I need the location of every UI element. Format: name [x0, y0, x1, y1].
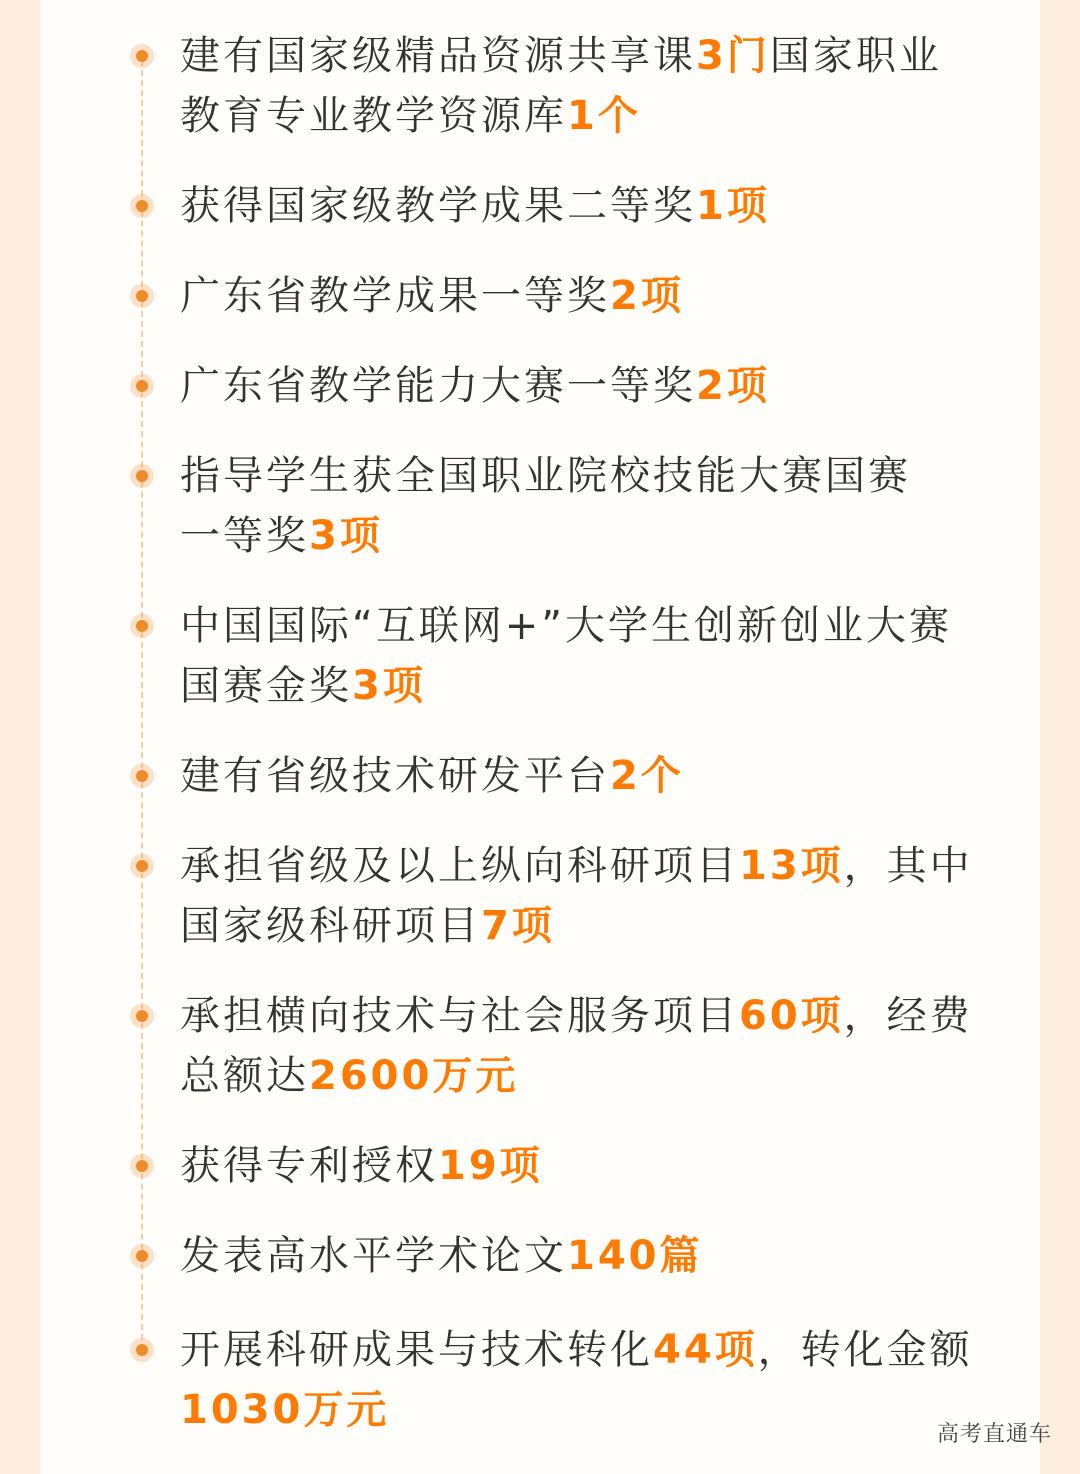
achievement-line: [180, 1136, 980, 1196]
achievement-text: 国赛金奖: [180, 663, 352, 709]
highlight-figure: 60项: [739, 993, 844, 1039]
achievement-text: 获得国家级教学成果二等奖: [180, 183, 696, 229]
achievement-line: [180, 86, 980, 146]
highlight-figure: 1项: [696, 183, 770, 229]
achievement-item: [180, 176, 980, 236]
highlight-figure: 2项: [610, 273, 684, 319]
highlight-figure: 3项: [352, 663, 426, 709]
achievement-text: 广东省教学能力大赛一等奖: [180, 363, 696, 409]
highlight-figure: 13项: [739, 843, 844, 889]
highlight-figure: 44项: [653, 1327, 758, 1373]
timeline-dot-icon: [130, 1338, 154, 1362]
timeline-dot-icon: [130, 764, 154, 788]
achievement-text: 承担横向技术与社会服务项目: [180, 993, 739, 1039]
achievement-line: [180, 1380, 980, 1440]
highlight-figure: 2600万元: [309, 1053, 519, 1099]
timeline-dot-icon: [130, 614, 154, 638]
achievement-item: [180, 1136, 980, 1196]
achievement-text: ，其中: [843, 843, 973, 889]
timeline-dot-icon: [130, 1154, 154, 1178]
achievement-item: [180, 266, 980, 326]
achievement-line: [180, 986, 980, 1046]
achievement-line: [180, 176, 980, 236]
achievement-line: [180, 596, 980, 656]
timeline-dot-icon: [130, 194, 154, 218]
achievement-text: 开展科研成果与技术转化: [180, 1327, 653, 1373]
achievement-text: 广东省教学成果一等奖: [180, 273, 610, 319]
achievement-line: [180, 896, 980, 956]
highlight-figure: 1个: [567, 93, 641, 139]
achievement-line: [180, 506, 980, 566]
achievement-item: [180, 596, 980, 716]
timeline-dot-icon: [130, 284, 154, 308]
achievement-line: [180, 1320, 980, 1380]
achievement-text: 国家职业: [769, 33, 942, 79]
timeline-dot-icon: [130, 854, 154, 878]
highlight-figure: 3门: [696, 33, 770, 79]
watermark: 高考直通车: [936, 1422, 1052, 1447]
highlight-figure: 140篇: [567, 1233, 703, 1279]
highlight-figure: 19项: [438, 1143, 543, 1189]
achievement-line: [180, 1046, 980, 1106]
achievement-item: [180, 836, 980, 956]
achievement-item: [180, 356, 980, 416]
achievement-item: [180, 986, 980, 1106]
achievement-line: [180, 356, 980, 416]
achievement-line: [180, 26, 980, 86]
achievement-item: [180, 746, 980, 806]
achievement-item: [180, 26, 980, 146]
achievement-text: 建有国家级精品资源共享课: [180, 33, 696, 79]
timeline-dot-icon: [130, 464, 154, 488]
achievement-text: ，转化金额: [757, 1327, 973, 1373]
achievement-item: [180, 1226, 980, 1286]
achievement-text: 总额达: [180, 1053, 309, 1099]
achievement-text: 教育专业教学资源库: [180, 93, 567, 139]
achievement-text: 获得专利授权: [180, 1143, 438, 1189]
timeline-dot-icon: [130, 374, 154, 398]
achievement-line: [180, 746, 980, 806]
achievement-line: [180, 446, 980, 506]
highlight-figure: 7项: [481, 903, 555, 949]
achievement-line: [180, 266, 980, 326]
achievement-line: [180, 656, 980, 716]
achievement-line: [180, 1226, 980, 1286]
timeline-dot-icon: [130, 44, 154, 68]
achievement-text: 发表高水平学术论文: [180, 1233, 567, 1279]
timeline-dot-icon: [130, 1244, 154, 1268]
achievement-text: 中国国际“互联网+”大学生创新创业大赛: [180, 603, 952, 649]
achievement-line: [180, 836, 980, 896]
achievement-item: [180, 1320, 980, 1440]
achievement-text: 指导学生获全国职业院校技能大赛国赛: [180, 453, 911, 499]
highlight-figure: 2个: [610, 753, 684, 799]
highlight-figure: 1030万元: [180, 1387, 390, 1433]
timeline-dot-icon: [130, 1004, 154, 1028]
highlight-figure: 3项: [309, 513, 383, 559]
achievement-text: 国家级科研项目: [180, 903, 481, 949]
achievement-text: 一等奖: [180, 513, 309, 559]
achievement-text: ，经费: [843, 993, 973, 1039]
achievement-text: 承担省级及以上纵向科研项目: [180, 843, 739, 889]
achievement-text: 建有省级技术研发平台: [180, 753, 610, 799]
achievement-item: [180, 446, 980, 566]
highlight-figure: 2项: [696, 363, 770, 409]
